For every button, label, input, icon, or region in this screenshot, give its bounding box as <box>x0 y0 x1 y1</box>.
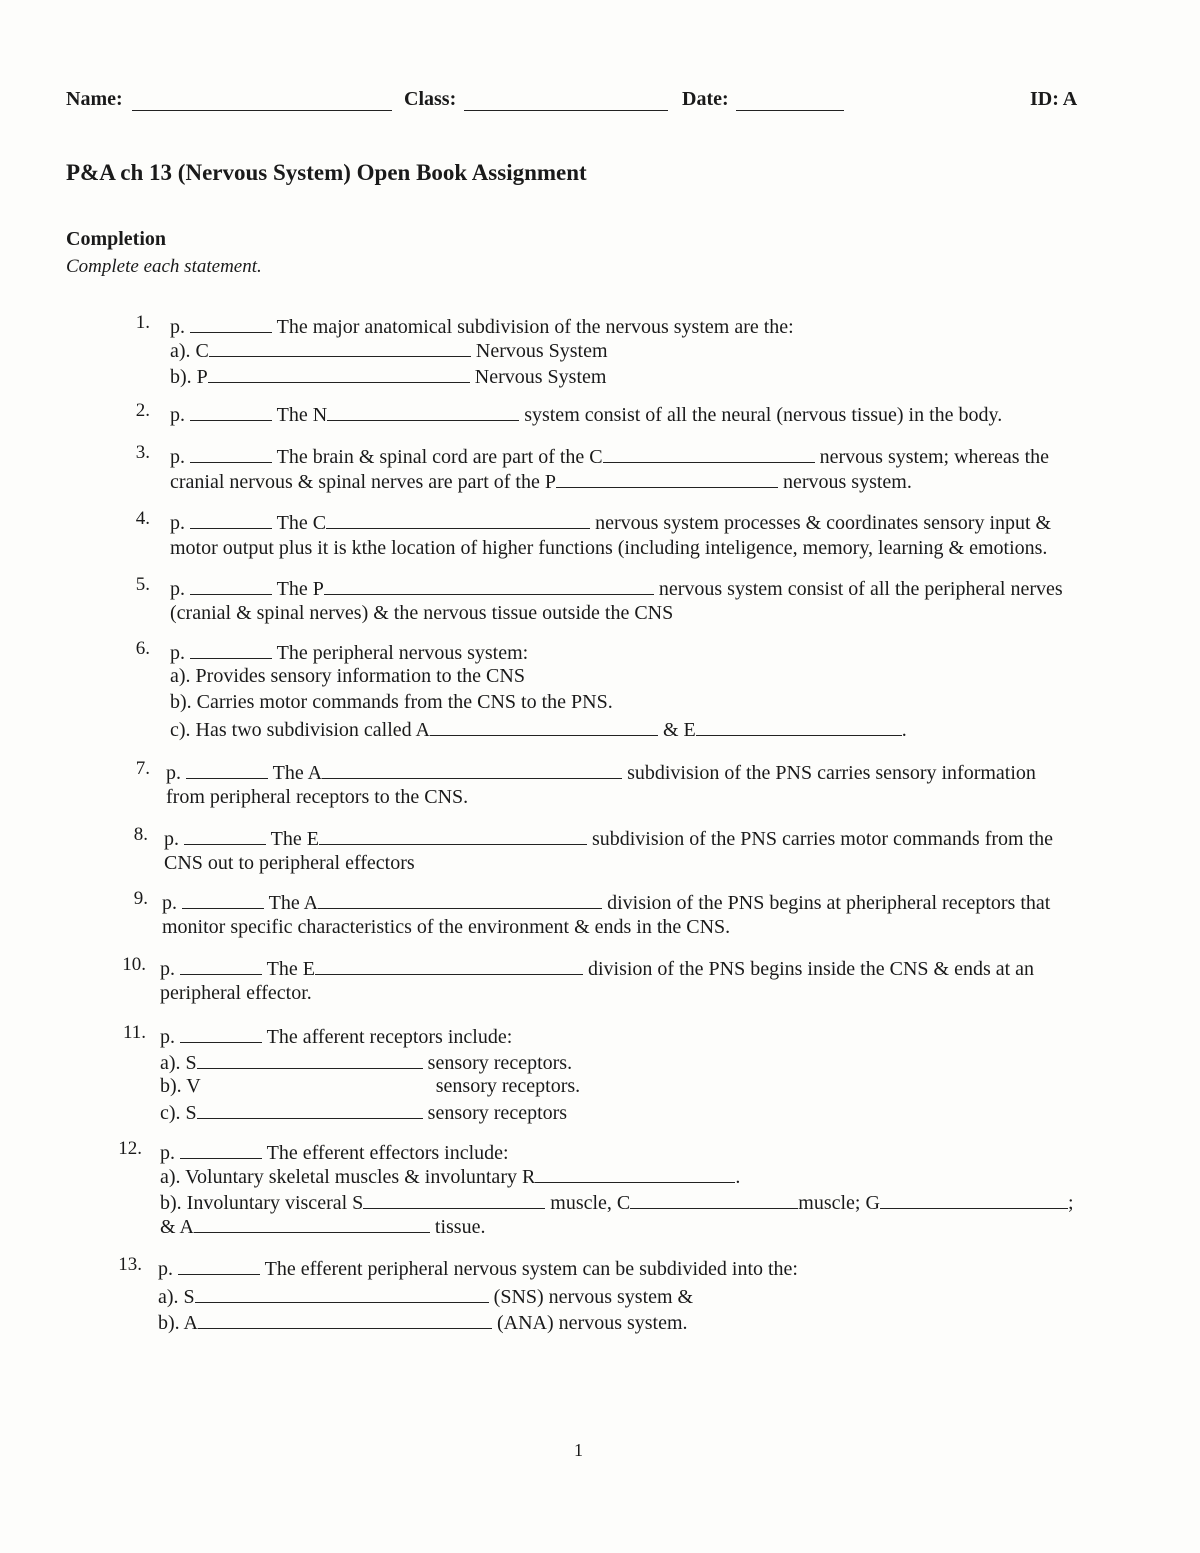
page-prefix: p. <box>162 892 177 914</box>
answer-suffix: tissue. <box>434 1216 486 1238</box>
answer-prefix: a). S <box>160 1052 197 1074</box>
answer-prefix: a). Voluntary skeletal muscles & involuntary R <box>160 1166 536 1188</box>
question-line <box>170 576 1063 601</box>
answer-blank[interactable] <box>198 1310 492 1329</box>
question-line <box>158 1256 798 1281</box>
class-label: Class: <box>404 88 457 110</box>
question-number: 11. <box>122 1022 146 1043</box>
answer-blank[interactable] <box>318 890 602 909</box>
answer-suffix: sensory receptors. <box>435 1075 581 1097</box>
question-text: The major anatomical subdivision of the nervous system are the: <box>276 316 794 338</box>
answer-prefix: c). S <box>160 1102 197 1124</box>
answer-blank[interactable] <box>197 1100 423 1119</box>
page-prefix: p. <box>166 762 181 784</box>
answer-blank[interactable] <box>315 956 583 975</box>
page-blank[interactable] <box>184 826 266 845</box>
answer-blank[interactable] <box>603 444 815 463</box>
answer-line <box>170 338 608 363</box>
page-blank[interactable] <box>190 444 272 463</box>
page-blank[interactable] <box>180 956 262 975</box>
answer-line <box>160 1214 485 1239</box>
question-number: 10. <box>122 954 146 975</box>
answer-text: . <box>901 719 907 741</box>
id-label: ID: A <box>1030 88 1078 110</box>
answer-text: & E <box>662 719 696 741</box>
question-line <box>170 402 1002 427</box>
answer-blank[interactable] <box>209 338 471 357</box>
question-number: 3. <box>135 442 150 463</box>
answer-suffix: sensory receptors. <box>427 1052 573 1074</box>
page-prefix: p. <box>170 642 185 664</box>
question-line: (cranial & spinal nerves) & the nervous tissue outside the CNS <box>170 602 674 624</box>
page-prefix: p. <box>160 958 175 980</box>
answer-suffix: (SNS) nervous system & <box>493 1286 694 1308</box>
question-number: 9. <box>133 888 148 909</box>
page-prefix: p. <box>158 1258 173 1280</box>
question-text: The A <box>272 762 323 784</box>
answer-suffix: Nervous System <box>474 366 607 388</box>
page-prefix: p. <box>164 828 179 850</box>
page-prefix: p. <box>170 446 185 468</box>
answer-blank[interactable] <box>430 717 658 736</box>
date-field[interactable] <box>736 92 844 116</box>
question-text: The P <box>276 578 324 600</box>
question-text: The E <box>266 958 315 980</box>
question-text: The afferent receptors include: <box>266 1026 513 1048</box>
question-number: 2. <box>135 400 150 421</box>
page-blank[interactable] <box>180 1140 262 1159</box>
page-blank[interactable] <box>190 314 272 333</box>
question-text: The brain & spinal cord are part of the C <box>276 446 603 468</box>
page-blank[interactable] <box>190 510 272 529</box>
answer-prefix: & A <box>160 1216 194 1238</box>
answer-line <box>170 364 606 389</box>
answer-blank[interactable] <box>535 1164 735 1183</box>
page-prefix: p. <box>170 512 185 534</box>
answer-prefix: a). S <box>158 1286 195 1308</box>
question-line <box>160 1024 512 1049</box>
question-number: 13. <box>118 1254 142 1275</box>
question-text: The C <box>276 512 327 534</box>
question-line <box>170 314 794 339</box>
page-prefix: p. <box>160 1142 175 1164</box>
question-line <box>164 826 1053 851</box>
answer-blank[interactable] <box>194 1214 430 1233</box>
page-title: P&A ch 13 (Nervous System) Open Book Assignment <box>66 160 587 185</box>
answer-blank[interactable] <box>195 1284 489 1303</box>
question-number: 6. <box>135 638 150 659</box>
page-prefix: p. <box>170 578 185 600</box>
question-number: 4. <box>135 508 150 529</box>
answer-line <box>160 1050 572 1075</box>
question-line <box>162 890 1050 915</box>
answer-blank[interactable] <box>327 402 519 421</box>
name-label: Name: <box>66 88 123 110</box>
answer-line <box>160 1190 1074 1215</box>
page-blank[interactable] <box>190 576 272 595</box>
answer-line <box>170 717 907 742</box>
question-text: division of the PNS begins at pheripheral receptors that <box>607 892 1051 914</box>
question-text: nervous system processes & coordinates sensory input & <box>595 512 1052 534</box>
question-text: The peripheral nervous system: <box>276 642 529 664</box>
page-blank[interactable] <box>178 1256 260 1275</box>
page-number: 1 <box>574 1440 583 1460</box>
answer-prefix: b). Involuntary visceral S <box>160 1192 364 1214</box>
answer-blank[interactable] <box>696 717 902 736</box>
question-line: from peripheral receptors to the CNS. <box>166 786 469 808</box>
answer-prefix: c). Has two subdivision called A <box>170 719 430 741</box>
question-text: The efferent peripheral nervous system can be subdivided into the: <box>264 1258 798 1280</box>
answer-line <box>160 1164 740 1189</box>
question-line <box>160 956 1034 981</box>
question-line: monitor specific characteristics of the environment & ends in the CNS. <box>162 916 731 938</box>
question-line: peripheral effector. <box>160 982 312 1004</box>
question-line <box>170 640 528 665</box>
answer-prefix: b). P <box>170 366 208 388</box>
question-line <box>170 444 1049 469</box>
question-line <box>170 469 912 494</box>
page-prefix: p. <box>160 1026 175 1048</box>
answer-line <box>160 1075 580 1098</box>
answer-blank[interactable] <box>880 1190 1068 1209</box>
question-text: nervous system. <box>782 471 912 493</box>
question-number: 8. <box>133 824 148 845</box>
answer-line <box>160 1100 567 1125</box>
answer-prefix: a). C <box>170 340 209 362</box>
answer-text: . <box>735 1166 741 1188</box>
question-text: system consist of all the neural (nervous tissue) in the body. <box>524 404 1003 426</box>
answer-text: muscle; G <box>798 1192 880 1214</box>
answer-suffix: sensory receptors <box>427 1102 568 1124</box>
answer-text: muscle, C <box>550 1192 631 1214</box>
name-field[interactable] <box>132 92 392 116</box>
answer-blank[interactable] <box>324 576 654 595</box>
question-text: The E <box>270 828 319 850</box>
page-blank[interactable] <box>186 760 268 779</box>
question-text: The A <box>268 892 319 914</box>
instructions: Complete each statement. <box>66 256 262 277</box>
question-line: motor output plus it is kthe location of higher functions (including inteligence, memory, learning & emotions. <box>170 537 1048 559</box>
question-text: The N <box>276 404 328 426</box>
answer-blank[interactable] <box>326 510 590 529</box>
class-field[interactable] <box>464 92 668 116</box>
answer-text: ; <box>1067 1192 1074 1214</box>
answer-prefix: b). A <box>158 1312 198 1334</box>
question-text: division of the PNS begins inside the CNS & ends at an <box>587 958 1035 980</box>
question-text: subdivision of the PNS carries motor commands from the <box>591 828 1053 850</box>
question-text: cranial nervous & spinal nerves are part of the P <box>170 471 556 493</box>
answer-line <box>158 1284 693 1309</box>
question-line: CNS out to peripheral effectors <box>164 852 415 874</box>
answer-blank[interactable] <box>197 1050 423 1069</box>
answer-line: a). Provides sensory information to the CNS <box>170 665 525 687</box>
question-number: 1. <box>135 312 150 333</box>
page-blank[interactable] <box>190 640 272 659</box>
page-prefix: p. <box>170 404 185 426</box>
question-line <box>170 510 1051 535</box>
question-line <box>160 1140 509 1165</box>
question-number: 5. <box>135 574 150 595</box>
question-text: The efferent effectors include: <box>266 1142 509 1164</box>
date-label: Date: <box>682 88 729 110</box>
page-prefix: p. <box>170 316 185 338</box>
question-text: nervous system; whereas the <box>819 446 1050 468</box>
answer-line: b). Carries motor commands from the CNS to the PNS. <box>170 691 613 713</box>
answer-suffix: Nervous System <box>475 340 608 362</box>
answer-line <box>158 1310 688 1335</box>
answer-blank[interactable] <box>363 1190 545 1209</box>
answer-prefix: b). V <box>160 1075 201 1097</box>
question-line <box>166 760 1036 785</box>
answer-blank[interactable] <box>322 760 622 779</box>
answer-blank[interactable] <box>556 469 778 488</box>
answer-blank[interactable] <box>319 826 587 845</box>
page-blank[interactable] <box>182 890 264 909</box>
answer-blank[interactable] <box>208 364 470 383</box>
question-text: nervous system consist of all the peripheral nerves <box>658 578 1063 600</box>
page-blank[interactable] <box>190 402 272 421</box>
question-number: 7. <box>135 758 150 779</box>
answer-blank[interactable] <box>630 1190 798 1209</box>
section-heading: Completion <box>66 228 166 250</box>
question-number: 12. <box>118 1138 142 1159</box>
answer-suffix: (ANA) nervous system. <box>497 1312 688 1334</box>
question-text: subdivision of the PNS carries sensory information <box>627 762 1036 784</box>
page-blank[interactable] <box>180 1024 262 1043</box>
